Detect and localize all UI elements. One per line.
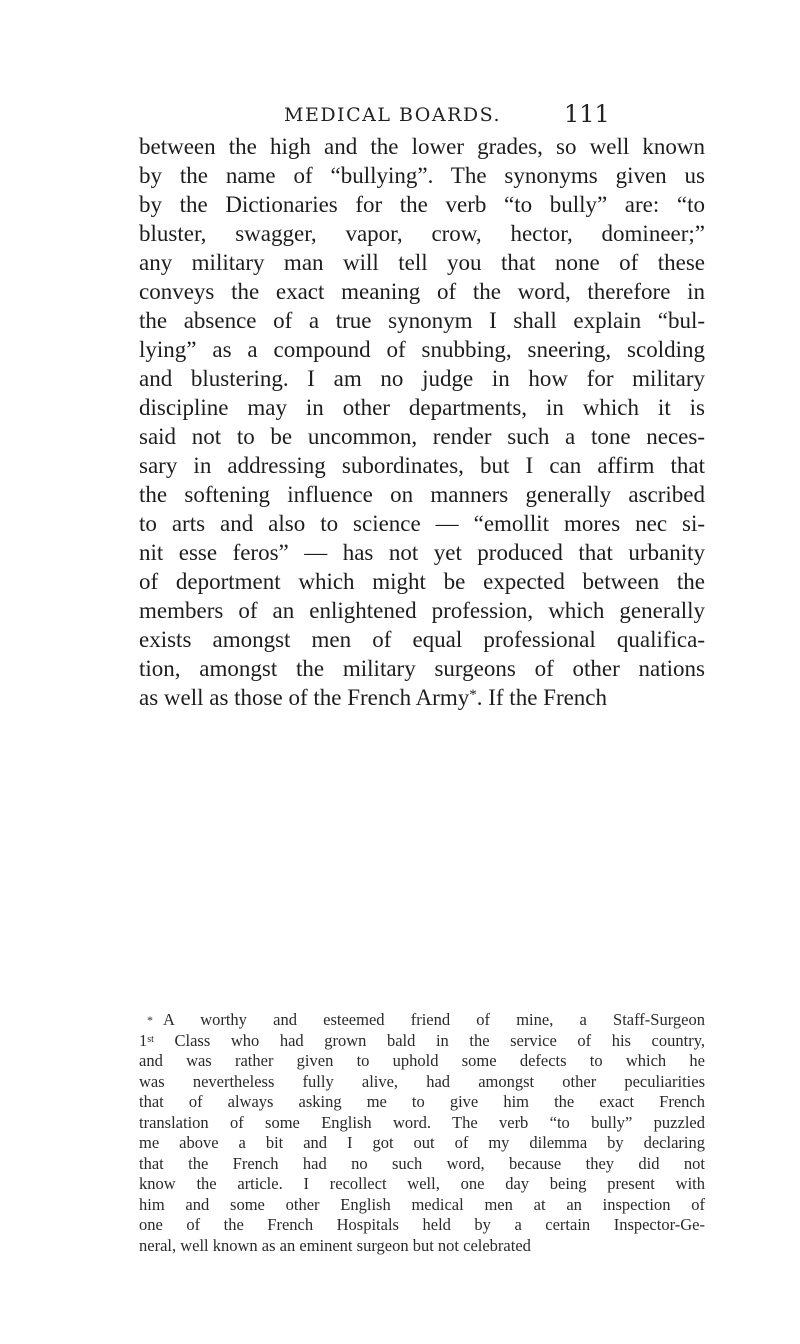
body-line: the softening influence on manners generally ascribed (139, 482, 705, 507)
body-line: and blustering. I am no judge in how for military (139, 366, 705, 391)
body-line: between the high and the lower grades, so well known (139, 134, 705, 159)
body-line: discipline may in other departments, in which it is (139, 395, 705, 420)
footnote-mark: * (147, 1013, 153, 1027)
body-line: any military man will tell you that none of these (139, 250, 705, 275)
footnote-line-last: neral, well known as an eminent surgeon but not celebrated (139, 1235, 531, 1255)
body-line-last-tail: . If the French (476, 685, 608, 710)
body-line: sary in addressing subordinates, but I can affirm that (139, 453, 705, 478)
footnote-line: was nevertheless fully alive, had amongst other peculiarities (139, 1071, 705, 1091)
footnote-line: know the article. I recollect well, one day being present with (139, 1174, 705, 1193)
body-line: said not to be uncommon, render such a tone neces- (139, 424, 705, 449)
body-line: to arts and also to science — “emollit mores nec si- (139, 511, 705, 536)
footnote (139, 1010, 705, 1256)
footnote-ordinal: 1 (139, 1030, 148, 1050)
footnote-line: and was rather given to uphold some defects to which he (139, 1051, 705, 1070)
body-line: tion, amongst the military surgeons of other nations (139, 656, 705, 681)
running-head: MEDICAL BOARDS. (284, 104, 502, 126)
body-line: by the Dictionaries for the verb “to bully” are: “to (139, 192, 705, 217)
body-line: lying” as a compound of snubbing, sneering, scolding (139, 337, 705, 362)
body-line: of deportment which might be expected between the (139, 569, 705, 594)
footnote-reference-mark: * (469, 687, 477, 703)
body-line: by the name of “bullying”. The synonyms given us (139, 163, 705, 188)
body-line: conveys the exact meaning of the word, therefore in (139, 279, 705, 304)
footnote-line: that of always asking me to give him the exact French (139, 1092, 705, 1111)
page-number: 111 (564, 100, 610, 128)
footnote-line: me above a bit and I got out of my dilemma by declaring (139, 1133, 705, 1152)
body-line: the absence of a true synonym I shall explain “bul- (139, 308, 705, 333)
body-line: bluster, swagger, vapor, crow, hector, domineer;” (139, 221, 705, 246)
body-line: exists amongst men of equal professional qualifica- (139, 627, 705, 652)
footnote-ordinal-suffix: st (147, 1033, 154, 1045)
footnote-line: translation of some English word. The verb “to bully” puzzled (139, 1112, 705, 1132)
footnote-second-text: Class who had grown bald in the service of his country, (153, 1030, 705, 1050)
footnote-first-text: A worthy and esteemed friend of mine, a Staff-Surgeon (163, 1010, 705, 1029)
footnote-line: that the French had no such word, because they did not (139, 1153, 705, 1173)
footnote-line-second (139, 1031, 705, 1052)
footnote-line-first (139, 1010, 705, 1031)
footnote-line: him and some other English medical men at an inspection of (139, 1194, 705, 1214)
body-text (139, 132, 705, 712)
body-line-last-text: as well as those of the French Army (139, 685, 470, 710)
body-line-last (139, 683, 705, 712)
body-line: members of an enlightened profession, which generally (139, 598, 705, 623)
body-line: nit esse feros” — has not yet produced that urbanity (139, 540, 705, 565)
footnote-line: one of the French Hospitals held by a certain Inspector-Ge- (139, 1215, 705, 1234)
